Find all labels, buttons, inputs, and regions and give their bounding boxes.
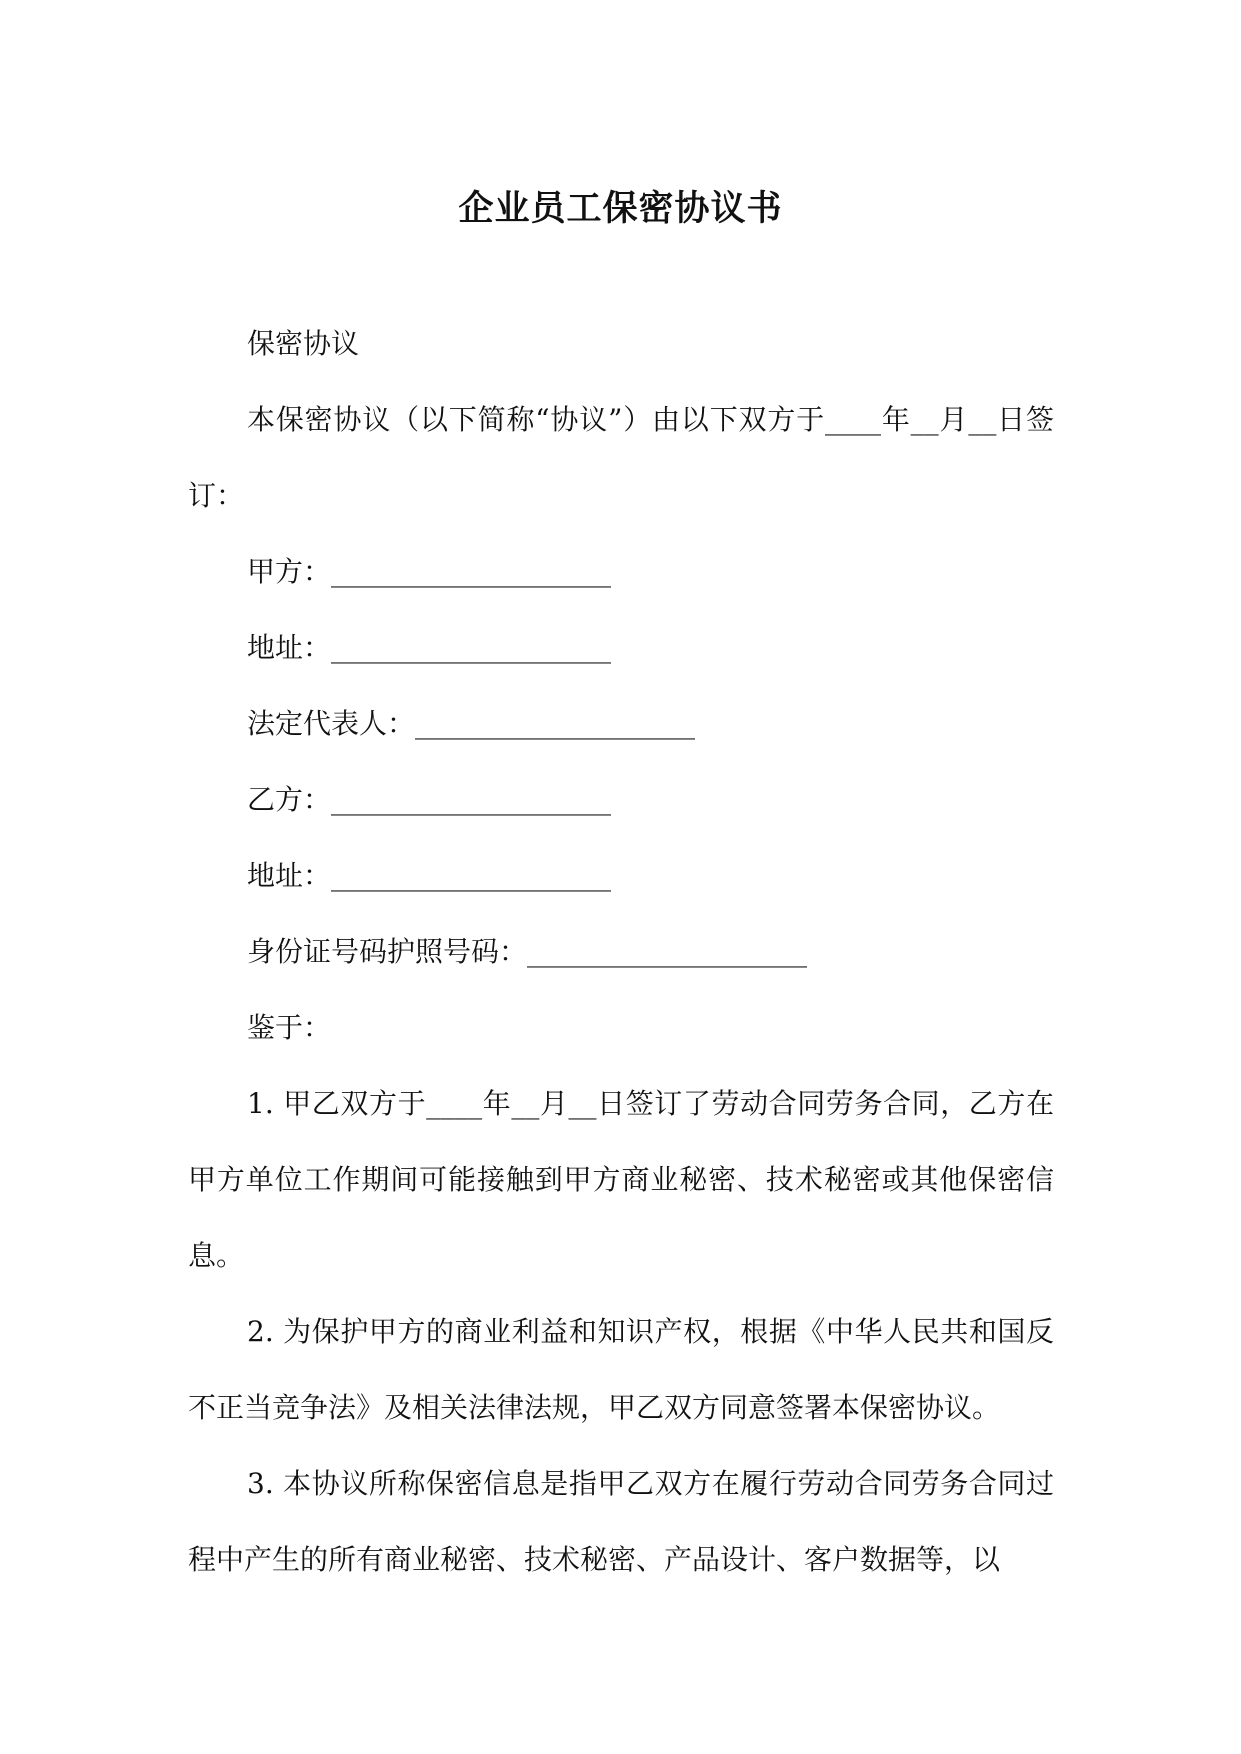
document-title: 企业员工保密协议书 bbox=[458, 188, 783, 229]
paragraph-party-b-address: 地址：____________________ bbox=[247, 859, 612, 892]
paragraph-legal-representative: 法定代表人：____________________ bbox=[247, 707, 696, 740]
document-body bbox=[188, 306, 1054, 1598]
paragraph-party-a: 甲方：____________________ bbox=[247, 555, 612, 588]
paragraph-party-a-address: 地址：____________________ bbox=[247, 631, 612, 664]
paragraph-heading: 保密协议 bbox=[247, 327, 360, 360]
paragraph-clause-1: 1. 甲乙双方于____年__月__日签订了劳动合同劳务合同，乙方在甲方单位工作期间可能接触到甲方商业秘密、技术秘密或其他保密信息。 bbox=[188, 1087, 1054, 1272]
paragraph-clause-2: 2. 为保护甲方的商业利益和知识产权，根据《中华人民共和国反不正当竞争法》及相关法律法规，甲乙双方同意签署本保密协议。 bbox=[188, 1315, 1054, 1424]
paragraph-intro: 本保密协议（以下简称“协议”）由以下双方于____年__月__日签订： bbox=[188, 403, 1054, 512]
paragraph-party-b: 乙方：____________________ bbox=[247, 783, 612, 816]
paragraph-clause-3: 3. 本协议所称保密信息是指甲乙双方在履行劳动合同劳务合同过程中产生的所有商业秘密、技术秘密、产品设计、客户数据等，以 bbox=[188, 1467, 1054, 1576]
paragraph-id-number: 身份证号码护照号码：____________________ bbox=[247, 935, 808, 968]
paragraph-whereas: 鉴于： bbox=[247, 1011, 332, 1044]
